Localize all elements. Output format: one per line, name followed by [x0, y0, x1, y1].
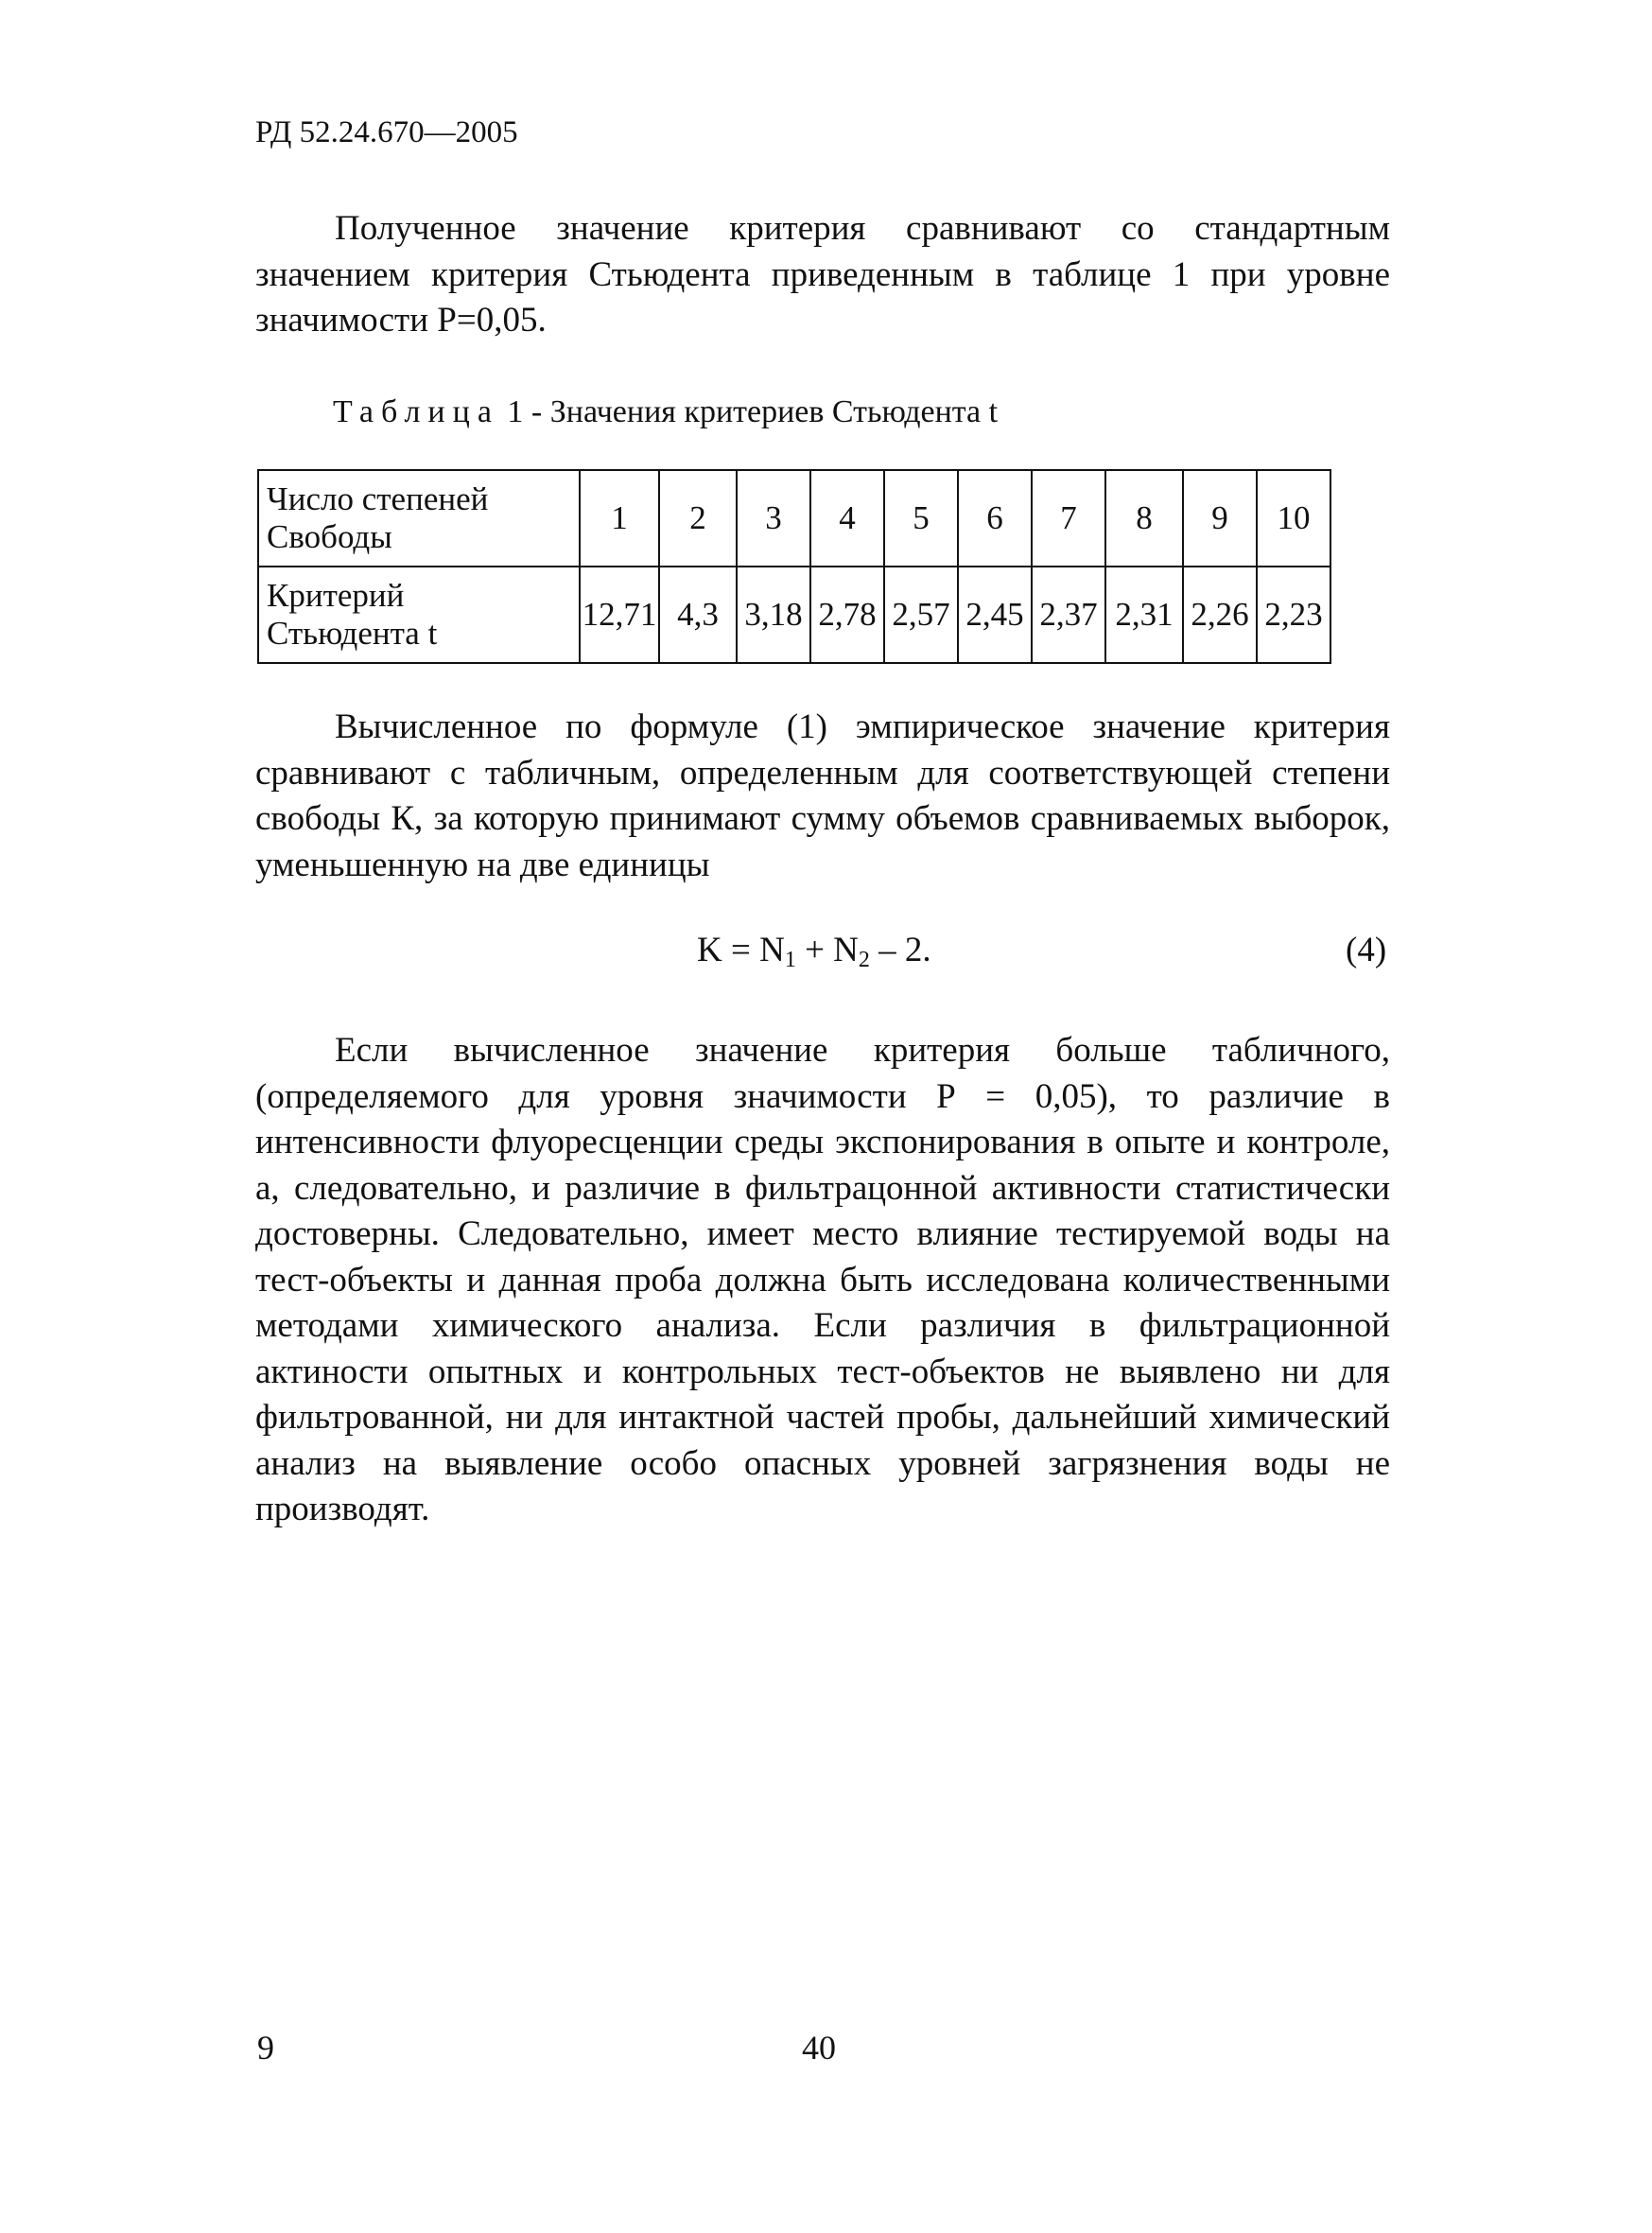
degree-cell: 1	[580, 470, 659, 567]
t-value-cell: 2,78	[810, 567, 884, 663]
degree-cell: 2	[659, 470, 737, 567]
t-value-cell: 3,18	[737, 567, 810, 663]
paragraph-comparison	[255, 206, 1390, 344]
degree-cell: 9	[1183, 470, 1257, 567]
t-value-cell: 2,31	[1105, 567, 1183, 663]
paragraph-conclusion-text: Если вычисленное значение критерия больше табличного, (определяемого для уровня значимости Р = 0,05), то различие в интенсивности флуоресценции среды экспонирования в опыте и контроле, а, следовательно, и различие в фильтрацонной активности статистически достоверны. Следовательно, имеет место влияние тестируемой воды на тест-объекты и данная проба должна быть исследована количественными методами химического анализа. Если различия в фильтрационной актиности опытных и контрольных тест-объектов не выявлено ни для фильтрованной, ни для интактной частей пробы, дальнейший химический анализ на выявление особо опасных уровней загрязнения воды не производят.	[255, 1031, 1390, 1528]
t-value-cell: 12,71	[580, 567, 659, 663]
degree-cell: 4	[810, 470, 884, 567]
formula-k: $K = N_1 + N_2 - 2$.	[697, 931, 931, 972]
row-header-degrees: Число степеней Свободы	[258, 470, 580, 567]
formula-number: (4)	[1346, 931, 1387, 969]
degree-cell: 5	[884, 470, 958, 567]
table-caption-label: Таблица	[333, 394, 499, 429]
t-value-cell: 2,45	[958, 567, 1032, 663]
paragraph-conclusion	[255, 1028, 1390, 1533]
row-header-t-values: Критерий Стьюдента t	[258, 567, 580, 663]
paragraph-degrees-of-freedom	[255, 705, 1390, 888]
t-value-cell: 2,57	[884, 567, 958, 663]
t-value-cell: 4,3	[659, 567, 737, 663]
footer-left-number: 9	[257, 2029, 274, 2067]
degree-cell: 10	[1257, 470, 1330, 567]
degree-cell: 8	[1105, 470, 1183, 567]
table-row-degrees	[258, 470, 1330, 567]
t-value-cell: 2,37	[1032, 567, 1105, 663]
table-caption-text: - Значения критериев Стьюдента t	[530, 394, 999, 429]
table-caption	[333, 394, 998, 430]
degree-cell: 3	[737, 470, 810, 567]
t-value-cell: 2,26	[1183, 567, 1257, 663]
paragraph-comparison-text: Полученное значение критерия сравнивают со стандартным значением критерия Стьюдента приведенным в таблице 1 при уровне значимости Р=0,05.	[255, 209, 1390, 340]
t-value-cell: 2,23	[1257, 567, 1330, 663]
degree-cell: 6	[958, 470, 1032, 567]
page-number: 40	[802, 2029, 836, 2067]
degree-cell: 7	[1032, 470, 1105, 567]
document-code: РД 52.24.670—2005	[255, 115, 518, 149]
table-row-t-values	[258, 567, 1330, 663]
paragraph-degrees-of-freedom-text: Вычисленное по формуле (1) эмпирическое значение критерия сравнивают с табличным, определенным для соответствующей степени свободы К, за которую принимают сумму объемов сравниваемых выборок, уменьшенную на две единицы	[255, 707, 1390, 884]
table-caption-number: 1	[507, 394, 524, 429]
student-t-table	[257, 469, 1331, 664]
